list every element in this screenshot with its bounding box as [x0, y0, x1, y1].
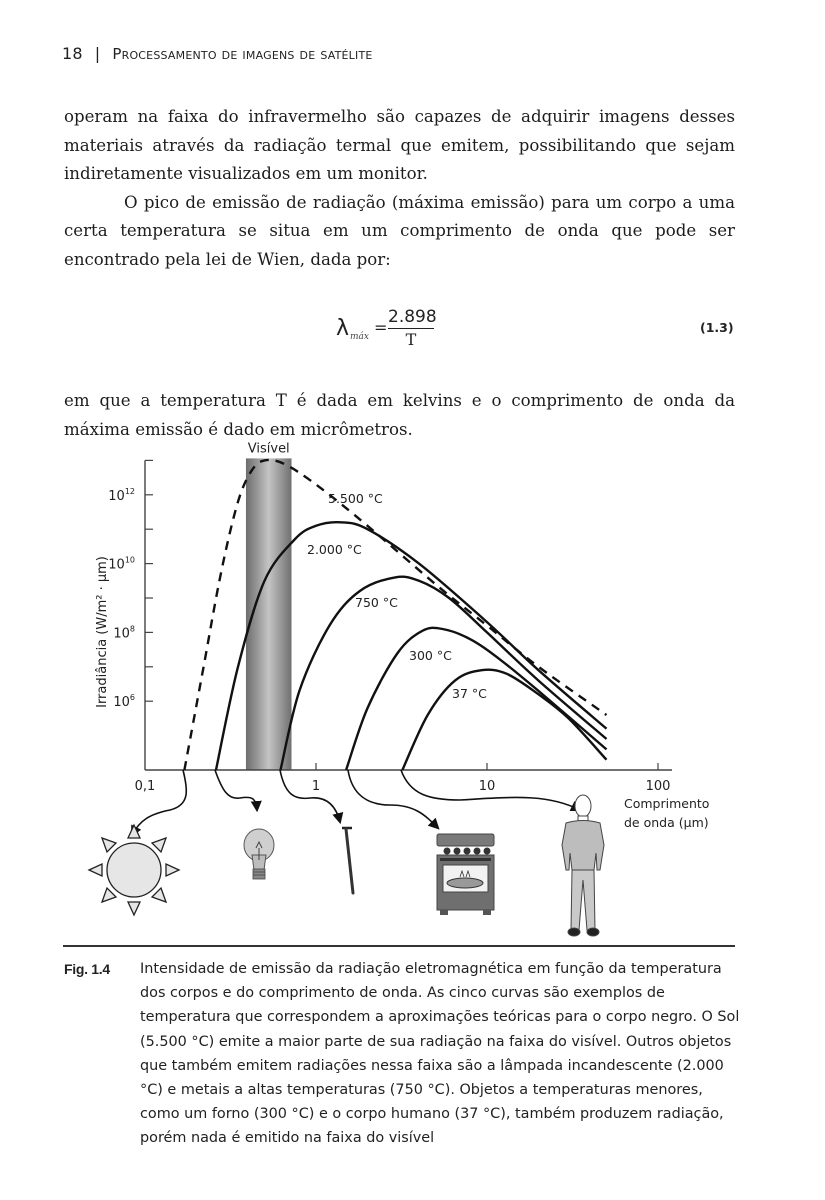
x-tick-label: 1 — [311, 779, 321, 794]
curve-750c — [281, 577, 607, 770]
arrow-to-stove — [348, 770, 438, 828]
book-title: Processamento de imagens de satélite — [112, 45, 373, 63]
y-tick-label: $10^{10}$ — [108, 555, 135, 573]
visible-band-label: Visível — [247, 441, 290, 457]
x-tick-label: 100 — [645, 779, 671, 794]
y-tick-label: $10^8$ — [113, 624, 135, 642]
paragraph-1: operam na faixa do infravermelho são capazes de adquirir imagens desses materiais através da radiação termal que emitem, possibilitando que sejam indiretamente visualizados em um monitor. — [64, 107, 735, 183]
figure-label: Fig. 1.4 — [64, 961, 110, 977]
eq-denominator: T — [405, 330, 417, 349]
eq-equals: = — [374, 318, 388, 337]
y-tick-labels — [108, 487, 135, 710]
curve-label: 5.500 °C — [328, 491, 383, 506]
paragraph-3: em que a temperatura T é dada em kelvins e o comprimento de onda da máxima emissão é dado em micrômetros. — [64, 391, 735, 439]
equation-number: (1.3) — [700, 320, 734, 335]
figure-rule — [63, 945, 735, 947]
curve-label: 750 °C — [355, 595, 398, 610]
body-paragraph-3 — [64, 387, 735, 444]
header-separator: | — [94, 44, 101, 63]
connector-arrows — [132, 770, 580, 835]
figure-caption: Intensidade de emissão da radiação eletromagnética em função da temperatura dos corpos e do comprimento de onda. As cinco curvas são exemplos de temperatura que correspondem a aproximações teóricas para o corpo negro. O Sol (5.500 °C) emite a maior parte de sua radiação na faixa do visível. Outros objetos que também emitem radiações nessa faixa são a lâmpada incandescente (2.000 °C) e metais a altas temperaturas (750 °C). Objetos a temperaturas menores, como um forno (300 °C) e o corpo humano (37 °C), também produzem radiação, porém nada é emitido na faixa do visível — [140, 961, 740, 1147]
body-paragraphs — [64, 103, 735, 274]
running-head — [62, 44, 373, 63]
curve-37c — [402, 670, 606, 770]
x-tick-labels — [135, 779, 671, 794]
eq-lambda: λ — [336, 316, 350, 341]
eq-numerator: 2.898 — [388, 307, 437, 327]
curve-label: 37 °C — [452, 686, 487, 701]
x-axis-label-line2: de onda (µm) — [624, 815, 709, 830]
y-tick-label: $10^{12}$ — [108, 486, 135, 504]
eq-subscript: máx — [350, 332, 369, 342]
arrow-to-nail — [280, 770, 340, 822]
x-axis-label-line1: Comprimento — [624, 796, 710, 811]
light-bulb-icon — [244, 829, 274, 879]
x-tick-label: 10 — [478, 779, 496, 794]
y-tick-label: $10^6$ — [113, 693, 135, 711]
arrow-to-bulb — [215, 770, 257, 810]
human-icon — [562, 795, 604, 936]
paragraph-2: O pico de emissão de radiação (máxima emissão) para um corpo a uma certa temperatura se situa em um comprimento de onda que pode ser encontrado pela lei de Wien, dada por: — [64, 192, 735, 269]
stove-icon — [437, 834, 494, 915]
curve-label: 2.000 °C — [307, 542, 362, 557]
figure-1-4 — [0, 441, 825, 950]
page-number: 18 — [62, 44, 83, 63]
chart-axes — [145, 460, 672, 770]
sun-icon — [89, 825, 179, 915]
y-axis-label: Irradiância (W/m² · µm) — [95, 556, 110, 708]
nail-icon — [342, 828, 353, 893]
curve-label: 300 °C — [409, 648, 452, 663]
x-tick-label: 0,1 — [134, 779, 156, 794]
